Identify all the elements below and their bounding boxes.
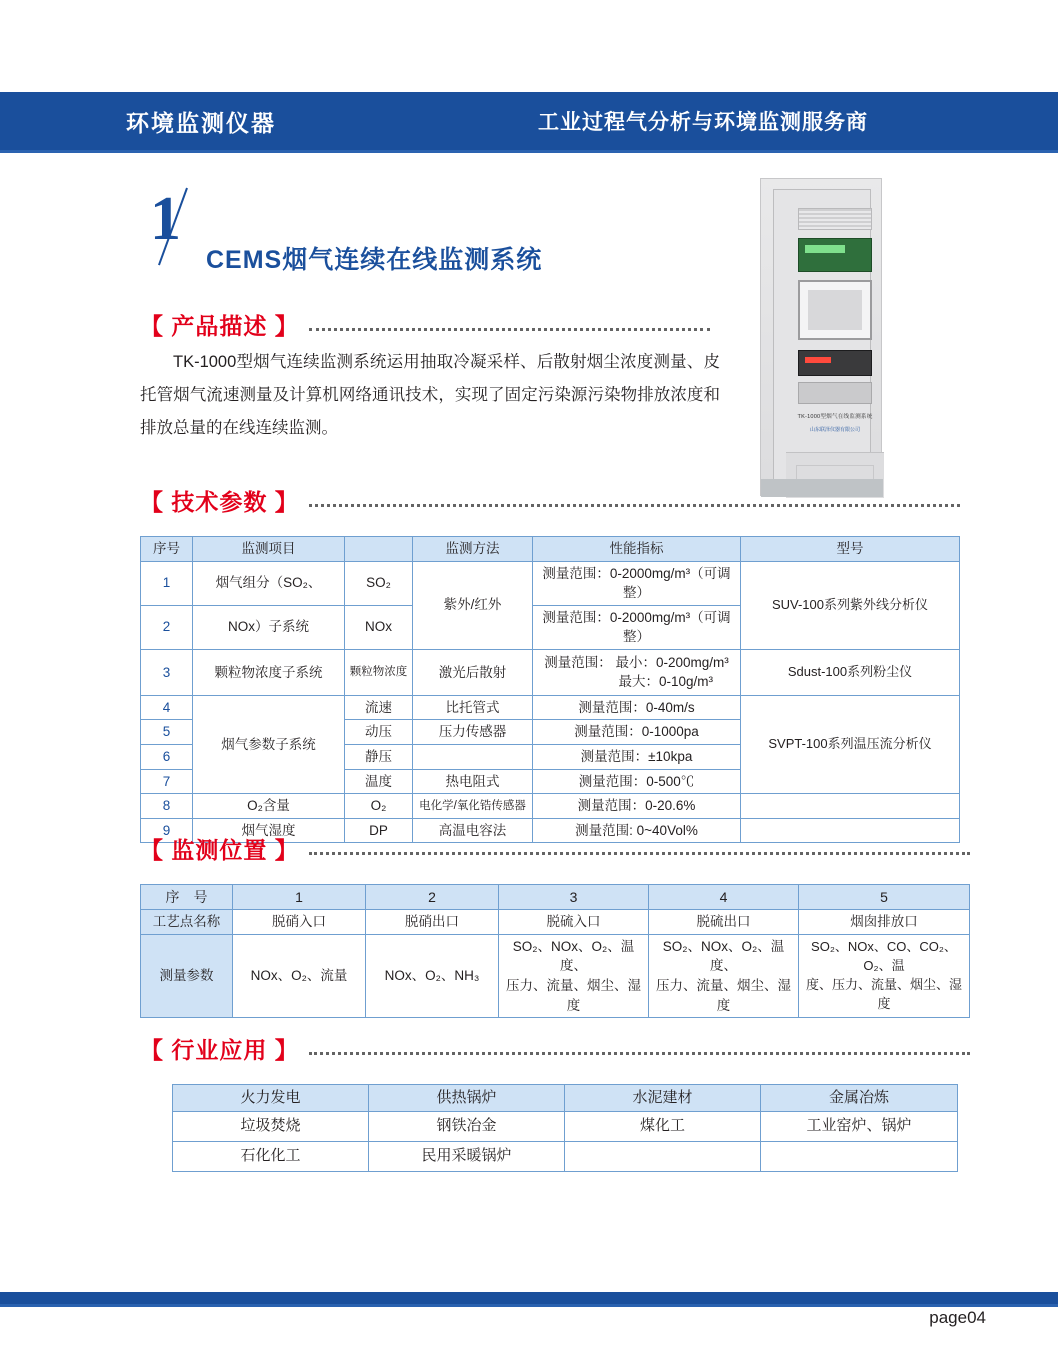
cell-item: O₂含量 <box>193 794 345 819</box>
photo-brand: 山东联泽仪器有限公司 <box>809 427 860 433</box>
cell-item: 烟气组分（SO₂、 <box>193 561 345 605</box>
dotted-rule <box>309 504 960 507</box>
cell-item: 颗粒物浓度子系统 <box>193 649 345 695</box>
cell-no: 4 <box>141 695 193 720</box>
cell-no: 8 <box>141 794 193 819</box>
cell-no: 5 <box>799 885 970 910</box>
cell-point-name: 脱硫入口 <box>499 910 649 935</box>
th-industry: 供热锅炉 <box>369 1085 565 1112</box>
section-label-tech: 【 技术参数 】 <box>140 489 299 515</box>
footer-rule <box>0 1304 1058 1307</box>
cell-method: 比托管式 <box>413 695 533 720</box>
cell-item: 烟气湿度 <box>193 818 345 843</box>
cell-industry <box>761 1141 958 1171</box>
th-no: 序号 <box>141 537 193 562</box>
cell-params: NOx、O₂、NH₃ <box>366 934 499 1017</box>
section-label-description: 【 产品描述 】 <box>140 313 299 339</box>
section-heading-description <box>140 308 710 341</box>
table-row <box>141 649 960 695</box>
cell-model: Sdust-100系列粉尘仪 <box>741 649 960 695</box>
spec-max: 最大：0-10g/m³ <box>618 674 713 690</box>
cell-no: 3 <box>499 885 649 910</box>
product-description-text: TK-1000型烟气连续监测系统运用抽取冷凝采样、后散射烟尘浓度测量、皮托管烟气流速测量及计算机网络通讯技术，实现了固定污染源污染物排放浓度和排放总量的在线连续监测。 <box>140 353 720 437</box>
cell-subitem: NOx <box>345 605 413 649</box>
cell-params: NOx、O₂、流量 <box>233 934 366 1017</box>
params-line-2: 压力、流量、烟尘、湿度 <box>656 977 791 1013</box>
cell-industry: 工业窑炉、锅炉 <box>761 1111 958 1141</box>
row-label-params: 测量参数 <box>141 934 233 1017</box>
table-row <box>173 1111 958 1141</box>
cell-subitem: SO₂ <box>345 561 413 605</box>
cell-no: 7 <box>141 769 193 794</box>
monitoring-position-table <box>140 884 970 1018</box>
footer-bar <box>0 1292 1058 1304</box>
dotted-rule <box>309 328 710 331</box>
cell-params <box>649 934 799 1017</box>
cell-no: 1 <box>233 885 366 910</box>
th-method: 监测方法 <box>413 537 533 562</box>
cell-no: 3 <box>141 649 193 695</box>
section-heading-tech <box>140 484 960 517</box>
params-line-2: 度、压力、流量、烟尘、湿度 <box>805 976 962 1011</box>
control-panel <box>798 350 872 376</box>
params-line-2: 压力、流量、烟尘、湿度 <box>506 977 641 1013</box>
cell-spec <box>533 649 741 695</box>
cell-subitem: 颗粒物浓度 <box>345 649 413 695</box>
cell-industry: 钢铁冶金 <box>369 1111 565 1141</box>
cell-item: NOx）子系统 <box>193 605 345 649</box>
th-subitem <box>345 537 413 562</box>
cell-industry: 民用采暖锅炉 <box>369 1141 565 1171</box>
page-number: page04 <box>929 1308 986 1327</box>
th-industry: 火力发电 <box>173 1085 369 1112</box>
cell-method: 高温电容法 <box>413 818 533 843</box>
cell-spec: 测量范围：0-20.6% <box>533 794 741 819</box>
tech-parameters-table <box>140 536 960 843</box>
th-industry: 水泥建材 <box>565 1085 761 1112</box>
section-heading-position <box>140 832 970 865</box>
th-model: 型号 <box>741 537 960 562</box>
cell-spec: 测量范围：0-1000pa <box>533 720 741 745</box>
cell-industry: 垃圾焚烧 <box>173 1111 369 1141</box>
cell-no: 2 <box>141 605 193 649</box>
cell-method: 电化学/氧化锆传感器 <box>413 794 533 819</box>
cell-item: 烟气参数子系统 <box>193 695 345 793</box>
cell-subitem: O₂ <box>345 794 413 819</box>
cell-point-name: 脱硝出口 <box>366 910 499 935</box>
header-left-title: 环境监测仪器 <box>126 109 276 136</box>
table-row <box>141 934 970 1017</box>
cell-industry: 石化化工 <box>173 1141 369 1171</box>
analyzer-panel <box>798 238 872 272</box>
section-label-industry: 【 行业应用 】 <box>140 1037 299 1063</box>
params-line-1: SO₂、NOx、O₂、温度、 <box>662 938 785 974</box>
cell-point-name: 脱硝入口 <box>233 910 366 935</box>
cell-no: 9 <box>141 818 193 843</box>
dotted-rule <box>309 852 970 855</box>
th-spec: 性能指标 <box>533 537 741 562</box>
cell-no: 1 <box>141 561 193 605</box>
cell-point-name: 脱硫出口 <box>649 910 799 935</box>
th-industry: 金属冶炼 <box>761 1085 958 1112</box>
section-heading-industry <box>140 1032 970 1065</box>
photo-caption: TK-1000型烟气在线监测系统 <box>797 414 873 420</box>
params-line-1: SO₂、NOx、O₂、温度、 <box>512 938 635 974</box>
cell-method: 激光后散射 <box>413 649 533 695</box>
cell-no: 6 <box>141 744 193 769</box>
table-row <box>173 1141 958 1171</box>
cell-model <box>741 794 960 819</box>
cell-method <box>413 744 533 769</box>
cell-spec: 测量范围：0-2000mg/m³（可调整） <box>533 605 741 649</box>
table-row <box>141 910 970 935</box>
cell-spec: 测量范围: 0~40Vol% <box>533 818 741 843</box>
header-rule <box>0 150 1058 153</box>
th-item: 监测项目 <box>193 537 345 562</box>
row-label-no: 序 号 <box>141 885 233 910</box>
cell-spec: 测量范围：0-500℃ <box>533 769 741 794</box>
industry-application-table <box>172 1084 958 1172</box>
cell-params <box>799 934 970 1017</box>
cell-subitem: 流速 <box>345 695 413 720</box>
display-screen <box>798 280 872 340</box>
product-photo <box>760 178 882 496</box>
table-row <box>141 794 960 819</box>
cell-model: SVPT-100系列温压流分析仪 <box>741 695 960 793</box>
dotted-rule <box>309 1052 970 1055</box>
cell-subitem: DP <box>345 818 413 843</box>
section-label-position: 【 监测位置 】 <box>140 837 299 863</box>
cell-no: 5 <box>141 720 193 745</box>
cell-method: 压力传感器 <box>413 720 533 745</box>
vent-grille-icon <box>798 208 872 230</box>
table-row <box>141 561 960 605</box>
cell-industry <box>565 1141 761 1171</box>
cell-params <box>499 934 649 1017</box>
cell-subitem: 温度 <box>345 769 413 794</box>
cabinet-body <box>773 189 871 487</box>
header-right-slogan: 工业过程气分析与环境监测服务商 <box>538 111 868 134</box>
cell-subitem: 静压 <box>345 744 413 769</box>
table-header-row <box>141 537 960 562</box>
row-label-name: 工艺点名称 <box>141 910 233 935</box>
cell-no: 2 <box>366 885 499 910</box>
cell-spec: 测量范围：0-40m/s <box>533 695 741 720</box>
cell-subitem: 动压 <box>345 720 413 745</box>
spec-min: 测量范围： 最小：0-200mg/m³ <box>544 654 729 670</box>
cell-spec: 测量范围：±10kpa <box>533 744 741 769</box>
cell-method: 紫外/红外 <box>413 561 533 649</box>
params-line-1: SO₂、NOx、CO、CO₂、O₂、温 <box>811 939 957 974</box>
cell-point-name: 烟囱排放口 <box>799 910 970 935</box>
table-header-row <box>141 885 970 910</box>
cell-model: SUV-100系列紫外线分析仪 <box>741 561 960 649</box>
table-header-row <box>173 1085 958 1112</box>
table-row <box>141 695 960 720</box>
page-header <box>0 92 1058 150</box>
lower-module <box>798 382 872 404</box>
cell-no: 4 <box>649 885 799 910</box>
section-number: 1 <box>150 185 181 253</box>
cell-method: 热电阻式 <box>413 769 533 794</box>
cell-spec: 测量范围：0-2000mg/m³（可调整） <box>533 561 741 605</box>
page-title: CEMS烟气连续在线监测系统 <box>206 246 543 274</box>
cell-industry: 煤化工 <box>565 1111 761 1141</box>
